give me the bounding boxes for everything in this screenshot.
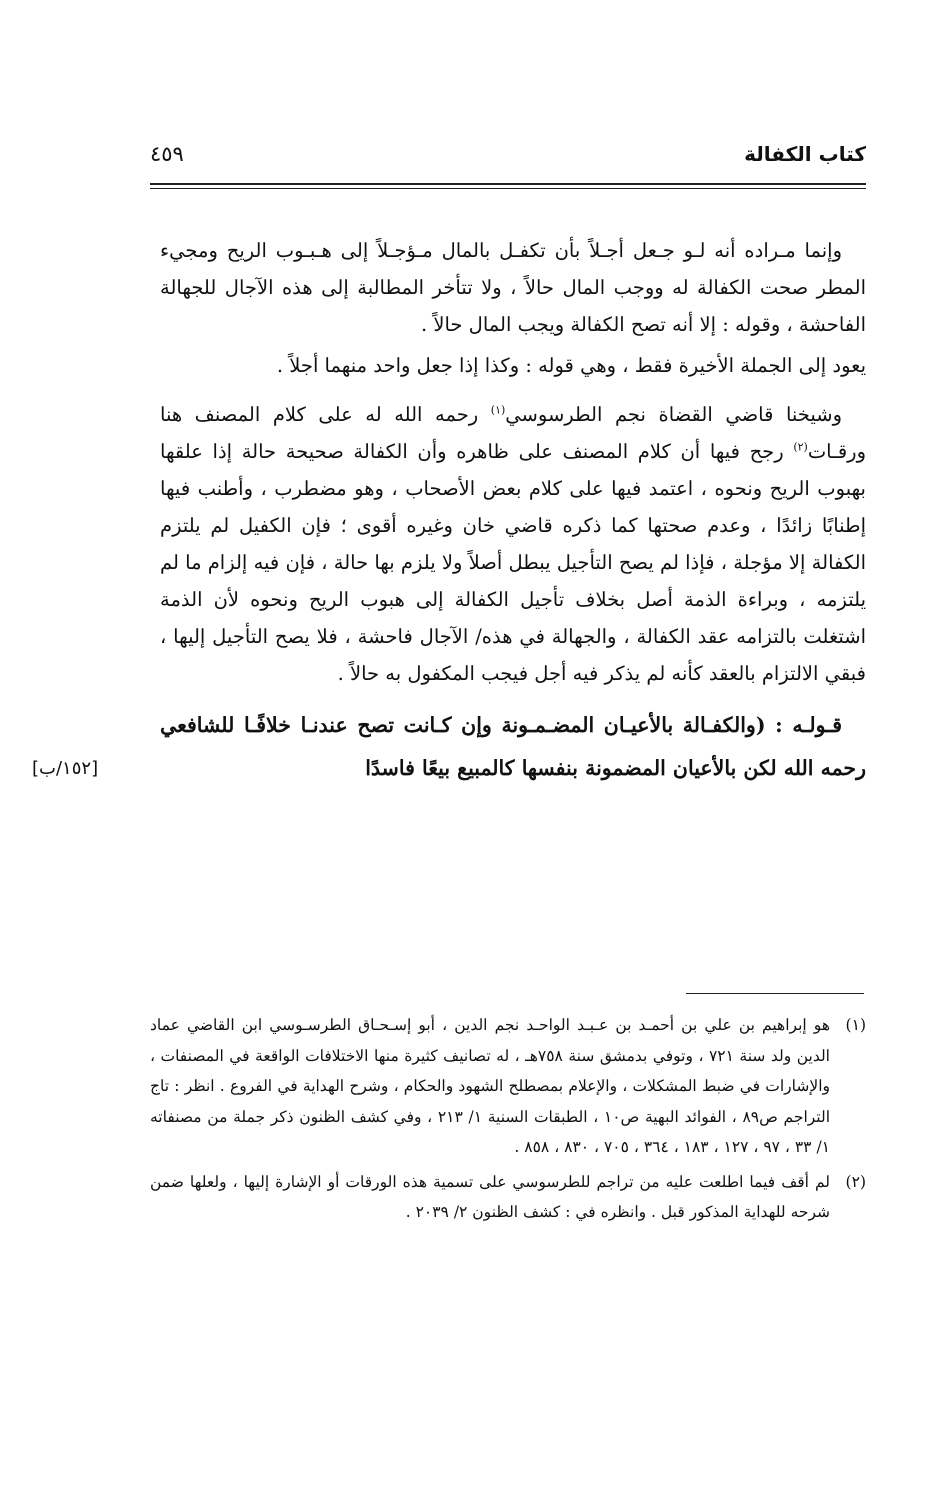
chapter-title: كتاب الكفالة [744,142,866,166]
paragraph-3-part-c: رجح فيها أن كلام المصنف على ظاهره وأن الكفالة صحيحة حالة إذا علقها بهبوب الريح ونحوه ، اعتمد فيها على كلام بعض الأصحاب ، وهو مضطرب ، وأطنب فيها إطنابًا زائدًا ، وعدم صحتها كما ذكره قاضي خان وغيره أقوى ؛ فإن الكفيل لم يلتزم الكفالة إلا مؤجلة ، فإذا لم يصح التأجيل يبطل أصلاً ولا يلزم بها حالة ، فإن فيه إلزام ما لم يلتزمه ، وبراءة الذمة أصل بخلاف تأجيل الكفالة إلى هبوب الريح ونحوه لأن الذمة اشتغلت بالتزامه عقد الكفالة ، والجهالة في هذه/ الآجال فاحشة ، فلا يصح التأجيل إليها ، فبقي الالتزام بالعقد كأنه لم يذكر فيه أجل فيجب المكفول به حالاً . [160,440,866,685]
quoted-text-bold: قـولـه : (والكفـالة بالأعيـان المضـمـونة وإن كـانت تصح عندنـا خلافًـا للشافعي رحمه الله لكن بالأعيان المضمونة بنفسها كالمبيع بيعًا فاسدًا [160,713,866,780]
header-rule-thin [150,188,866,189]
footnotes [150,1010,866,1228]
footnote-separator [686,993,864,994]
footnote-2 [150,1167,866,1228]
paragraph-3-part-a: وشيخنا قاضي القضاة نجم الطرسوسي [505,403,843,426]
footnote-ref-1[interactable]: (١) [490,403,506,417]
paragraph-1: وإنما مـراده أنه لـو جـعل أجـلاً بأن تكفـل بالمال مـؤجـلاً إلى هـبـوب الريح ومجيء المطر صحت الكفالة له ووجب المال حالاً ، ولا تتأخر المطالبة إلى هذه الآجال للجهالة الفاحشة ، وقوله : إلا أنه تصح الكفالة ويجب المال حالاً . [160,239,866,336]
footnote-1-text: هو إبراهيم بن علي بن أحمـد بن عـبـد الواحـد نجم الدين ، أبو إسـحـاق الطرسـوسي ابن القاضي عماد الدين ولد سنة ٧٢١ ، وتوفي بدمشق سنة ٧٥٨هـ ، له تصانيف كثيرة منها الاختلافات الواقعة في المصنفات ، والإشارات في ضبط المشكلات ، والإعلام بمصطلح الشهود والحكام ، وشرح الهداية في الفروع . انظر : تاج التراجم ص٨٩ ، الفوائد البهية ص١٠ ، الطبقات السنية ١/ ٢١٣ ، وفي كشف الظنون ذكر جملة من مصنفاته ١/ ٣٣ ، ٩٧ ، ١٢٧ ، ١٨٣ ، ٣٦٤ ، ٧٠٥ ، ٨٣٠ ، ٨٥٨ . [150,1016,831,1156]
paragraph-2: يعود إلى الجملة الأخيرة فقط ، وهي قوله : وكذا إذا جعل واحد منهما أجلاً . [276,354,866,377]
page-number: ٤٥٩ [150,142,184,166]
footnote-ref-2[interactable]: (٢) [793,440,808,454]
footnote-1 [150,1010,866,1163]
footnote-2-number: (٢) [845,1172,866,1191]
footnote-1-number: (١) [845,1016,866,1034]
running-header [150,142,866,178]
manuscript-folio-marker: [١٥٢/ب] [32,758,99,779]
main-text [160,232,866,790]
footnote-2-text: لم أقف فيما اطلعت عليه من تراجم للطرسوسي على تسمية هذه الورقات أو الإشارة إليها ، ولعلها ضمن شرحه للهداية المذكور قبل . وانظره في : كشف الظنون ٢/ ٢٠٣٩ . [150,1172,830,1221]
paragraph-3 [160,396,866,692]
paragraph-3-part-b: رحمه الله له على كلام المصنف هنا ورقـات [160,403,866,463]
header-rule-thick [150,183,866,185]
